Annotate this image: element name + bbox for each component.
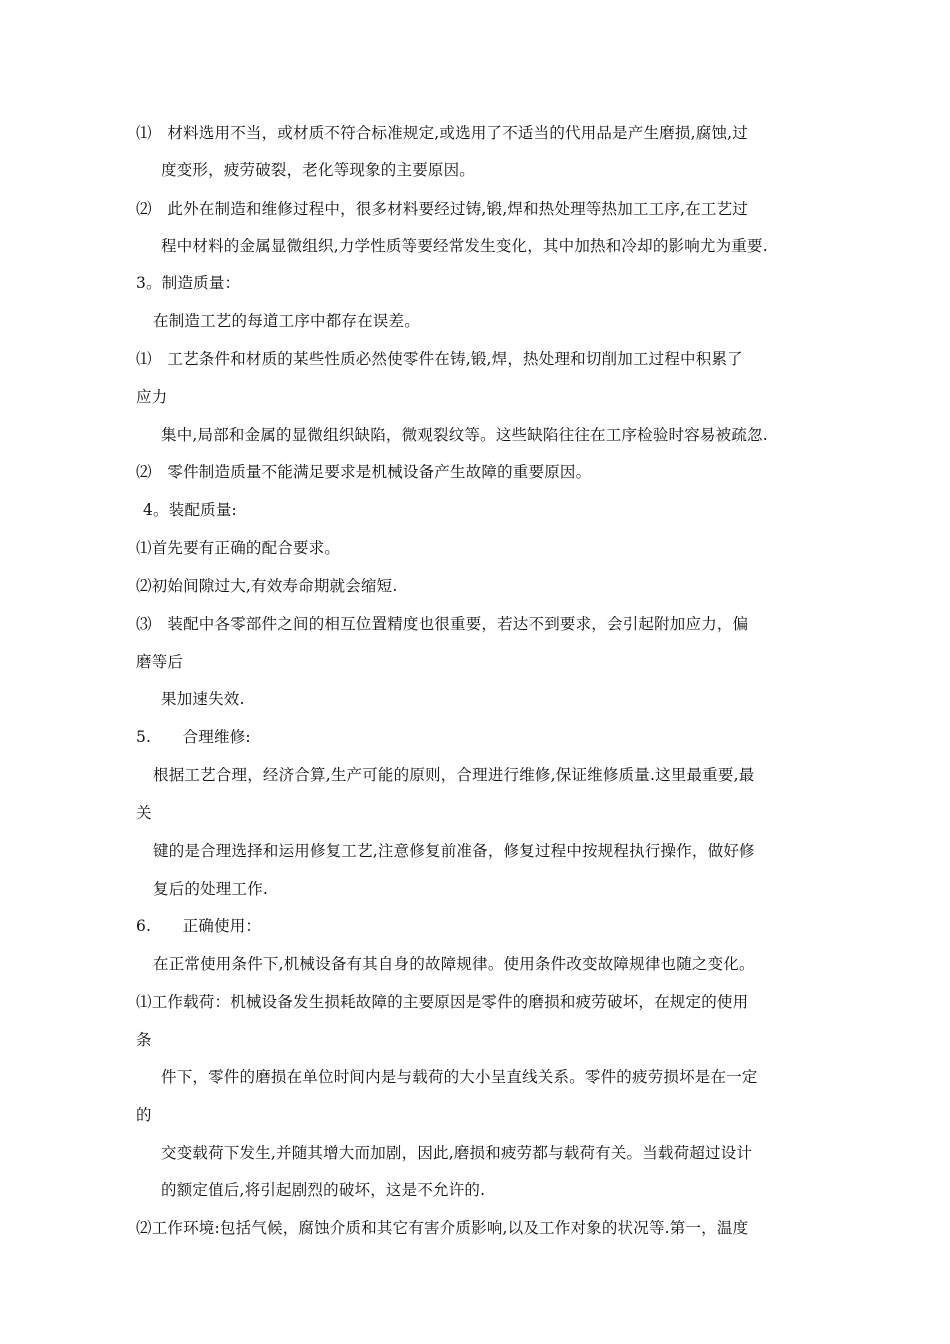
text-line: ⑴ 材料选用不当，或材质不符合标准规定,或选用了不适当的代用品是产生磨损,腐蚀,过: [136, 124, 748, 142]
text-line: 根据工艺合理，经济合算,生产可能的原则，合理进行维修,保证维修质量.这里最重要,最: [153, 766, 755, 784]
section-heading: 5. 合理维修:: [136, 728, 251, 746]
section-heading: 4。装配质量:: [143, 501, 237, 519]
text-line: 度变形，疲劳破裂，老化等现象的主要原因。: [161, 161, 476, 179]
text-line: ⑶ 装配中各零部件之间的相互位置精度也很重要，若达不到要求，会引起附加应力，偏: [136, 615, 749, 633]
text-line: 应力: [136, 388, 168, 406]
text-line: ⑵ 零件制造质量不能满足要求是机械设备产生故障的重要原因。: [136, 463, 592, 481]
text-line: 的: [136, 1106, 152, 1124]
text-line: ⑴工作载荷：机械设备发生损耗故障的主要原因是零件的磨损和疲劳破坏，在规定的使用: [136, 993, 749, 1011]
text-line: 在制造工艺的每道工序中都存在误差。: [153, 312, 420, 330]
section-heading: 3。制造质量：: [136, 274, 241, 292]
section-heading: 6. 正确使用：: [136, 917, 262, 935]
text-line: 件下，零件的磨损在单位时间内是与载荷的大小呈直线关系。零件的疲劳损坏是在一定: [161, 1068, 758, 1086]
text-line: ⑵ 此外在制造和维修过程中，很多材料要经过铸,锻,焊和热处理等热加工工序,在工艺过: [136, 200, 748, 218]
text-line: ⑴首先要有正确的配合要求。: [136, 539, 341, 557]
text-line: ⑴ 工艺条件和材质的某些性质必然使零件在铸,锻,焊，热处理和切削加工过程中积累了: [136, 350, 743, 368]
text-line: 交变载荷下发生,并随其增大而加剧，因此,磨损和疲劳都与载荷有关。当载荷超过设计: [161, 1144, 753, 1162]
text-line: ⑵工作环境:包括气候，腐蚀介质和其它有害介质影响,以及工作对象的状况等.第一，温度: [136, 1219, 749, 1237]
text-line: 复后的处理工作.: [153, 880, 269, 898]
text-line: 的额定值后,将引起剧烈的破坏，这是不允许的.: [161, 1181, 486, 1199]
text-line: 果加速失效.: [161, 690, 245, 708]
text-line: 程中材料的金属显微组织,力学性质等要经常发生变化，其中加热和冷却的影响尤为重要.: [161, 237, 768, 255]
text-line: 集中,局部和金属的显微组织缺陷，微观裂纹等。这些缺陷往往在工序检验时容易被疏忽.: [161, 426, 768, 444]
text-line: 在正常使用条件下,机械设备有其自身的故障规律。使用条件改变故障规律也随之变化。: [153, 955, 755, 973]
text-line: 磨等后: [136, 653, 184, 671]
text-line: 键的是合理选择和运用修复工艺,注意修复前准备，修复过程中按规程执行操作，做好修: [153, 842, 755, 860]
text-line: 关: [136, 804, 152, 822]
text-line: 条: [136, 1031, 152, 1049]
text-line: ⑵初始间隙过大,有效寿命期就会缩短.: [136, 577, 398, 595]
